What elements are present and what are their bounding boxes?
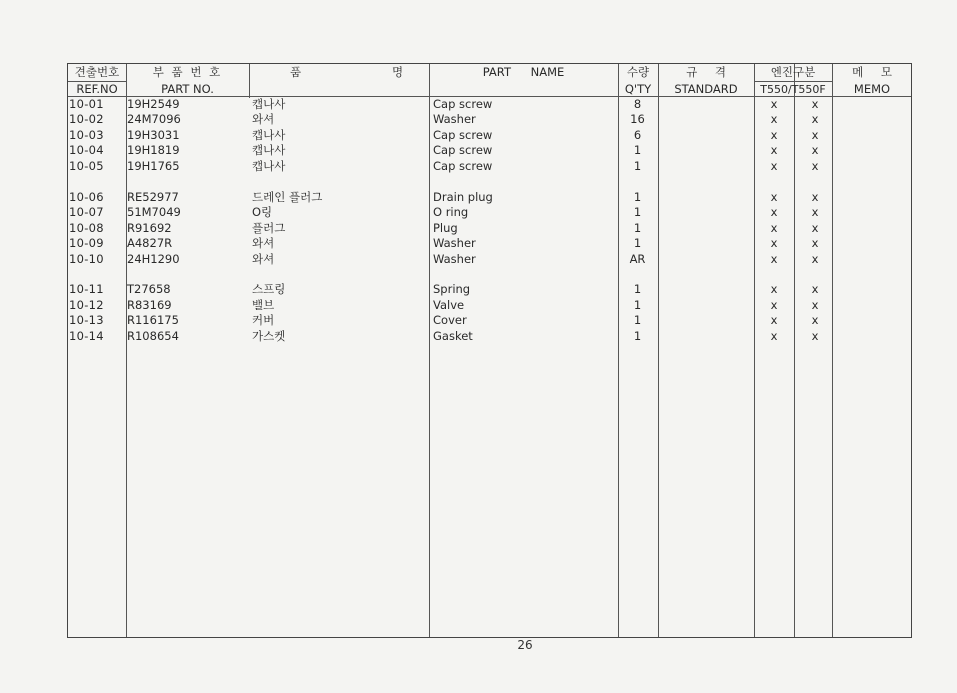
t550-cell: x xyxy=(770,297,778,312)
part-name-cell: O ring xyxy=(433,205,469,220)
parts-table xyxy=(67,63,912,638)
part-name-cell: Valve xyxy=(433,297,465,312)
part-no-cell: R116175 xyxy=(127,313,179,328)
qty-cell: 1 xyxy=(633,220,642,235)
header-korean-name-a: 품 xyxy=(290,65,302,79)
t550f-cell: x xyxy=(811,313,819,328)
korean-name-cell: 가스켓 xyxy=(252,328,286,343)
qty-cell: 1 xyxy=(633,236,642,251)
ref-cell: 10-04 xyxy=(69,143,104,158)
t550-cell: x xyxy=(770,189,778,204)
part-no-cell: R108654 xyxy=(127,328,179,343)
part-name-cell: Washer xyxy=(433,236,476,251)
header-part-name: PART NAME xyxy=(482,65,565,79)
korean-name-cell: 와셔 xyxy=(252,112,275,127)
ref-cell: 10-08 xyxy=(69,220,104,235)
header-qty-english: Q'TY xyxy=(624,82,652,96)
header-partno-english: PART NO. xyxy=(161,82,214,96)
column-divider xyxy=(794,64,795,637)
column-divider xyxy=(249,64,250,98)
korean-name-cell: 캡나사 xyxy=(252,127,286,142)
part-name-cell: Cap screw xyxy=(433,127,493,142)
t550-cell: x xyxy=(770,205,778,220)
t550f-cell: x xyxy=(811,236,819,251)
part-name-cell: Cap screw xyxy=(433,97,493,111)
qty-cell: 1 xyxy=(633,313,642,328)
t550f-cell: x xyxy=(811,297,819,312)
t550-cell: x xyxy=(770,158,778,173)
part-name-cell: Plug xyxy=(433,220,458,235)
qty-cell: 1 xyxy=(633,282,642,297)
column-divider xyxy=(832,64,833,637)
t550f-cell: x xyxy=(811,328,819,343)
part-no-cell: A4827R xyxy=(127,236,173,251)
t550f-cell: x xyxy=(811,112,819,127)
header-ref-english: REF.NO xyxy=(76,82,118,96)
qty-cell: 1 xyxy=(633,143,642,158)
part-name-cell: Spring xyxy=(433,282,471,297)
korean-name-cell: 드레인 플러그 xyxy=(252,189,323,204)
part-name-cell: Cover xyxy=(433,313,467,328)
ref-cell: 10-09 xyxy=(69,236,104,251)
t550-cell: x xyxy=(770,236,778,251)
ref-cell: 10-01 xyxy=(69,97,104,111)
header-engine-models xyxy=(754,83,832,96)
header-qty-korean: 수량 xyxy=(626,65,650,79)
t550f-cell: x xyxy=(811,220,819,235)
korean-name-cell: 캡나사 xyxy=(252,143,286,158)
header-engine-korean: 엔진구분 xyxy=(770,65,816,79)
header-standard-english: STANDARD xyxy=(674,82,738,96)
t550f-cell: x xyxy=(811,205,819,220)
column-divider xyxy=(429,64,430,637)
korean-name-cell: 캡나사 xyxy=(252,158,286,173)
part-no-cell: 19H1765 xyxy=(127,158,180,173)
part-name-cell: Washer xyxy=(433,251,476,266)
header-rule xyxy=(754,81,832,82)
t550-cell: x xyxy=(770,127,778,142)
t550f-cell: x xyxy=(811,189,819,204)
header-engine-a: T550 xyxy=(760,83,788,96)
qty-cell: 8 xyxy=(633,97,642,111)
qty-cell: 6 xyxy=(633,127,642,142)
header-partno-korean: 부 품 번 호 xyxy=(152,65,223,79)
part-no-cell: 19H1819 xyxy=(127,143,180,158)
qty-cell: 1 xyxy=(633,205,642,220)
korean-name-cell: 캡나사 xyxy=(252,97,286,111)
t550-cell: x xyxy=(770,251,778,266)
ref-cell: 10-10 xyxy=(69,251,104,266)
header-engine-b: T550F xyxy=(791,83,826,96)
ref-cell: 10-07 xyxy=(69,205,104,220)
part-no-cell: R83169 xyxy=(127,297,172,312)
korean-name-cell: 와셔 xyxy=(252,251,275,266)
header-korean-name-b: 명 xyxy=(392,65,404,79)
t550f-cell: x xyxy=(811,282,819,297)
qty-cell: 1 xyxy=(633,189,642,204)
qty-cell: 16 xyxy=(630,112,645,127)
column-divider xyxy=(754,64,755,637)
part-name-cell: Cap screw xyxy=(433,158,493,173)
ref-cell: 10-03 xyxy=(69,127,104,142)
part-no-cell: 19H3031 xyxy=(127,127,180,142)
t550-cell: x xyxy=(770,143,778,158)
page-number: 26 xyxy=(517,638,533,652)
header-memo-korean: 메 모 xyxy=(852,65,892,79)
ref-cell: 10-14 xyxy=(69,328,104,343)
column-divider xyxy=(618,64,619,637)
part-name-cell: Washer xyxy=(433,112,476,127)
t550f-cell: x xyxy=(811,97,819,111)
t550-cell: x xyxy=(770,97,778,111)
korean-name-cell: 밸브 xyxy=(252,297,275,312)
t550-cell: x xyxy=(770,313,778,328)
part-no-cell: 19H2549 xyxy=(127,97,180,111)
qty-cell: 1 xyxy=(633,328,642,343)
t550-cell: x xyxy=(770,220,778,235)
header-standard-korean: 규 격 xyxy=(686,65,726,79)
part-name-cell: Cap screw xyxy=(433,143,493,158)
part-name-cell: Gasket xyxy=(433,328,473,343)
ref-cell: 10-12 xyxy=(69,297,104,312)
ref-cell: 10-06 xyxy=(69,189,104,204)
part-no-cell: 24H1290 xyxy=(127,251,180,266)
t550f-cell: x xyxy=(811,127,819,142)
column-divider xyxy=(658,64,659,637)
t550-cell: x xyxy=(770,112,778,127)
qty-cell: 1 xyxy=(633,158,642,173)
t550-cell: x xyxy=(770,328,778,343)
part-no-cell: T27658 xyxy=(127,282,171,297)
korean-name-cell: 플러그 xyxy=(252,220,286,235)
part-no-cell: R91692 xyxy=(127,220,172,235)
qty-cell: AR xyxy=(629,251,646,266)
qty-cell: 1 xyxy=(633,297,642,312)
part-name-cell: Drain plug xyxy=(433,189,493,204)
ref-cell: 10-02 xyxy=(69,112,104,127)
ref-cell: 10-13 xyxy=(69,313,104,328)
part-no-cell: 24M7096 xyxy=(127,112,181,127)
part-no-cell: 51M7049 xyxy=(127,205,181,220)
korean-name-cell: 커버 xyxy=(252,313,275,328)
t550-cell: x xyxy=(770,282,778,297)
ref-cell: 10-11 xyxy=(69,282,104,297)
header-ref-korean: 견출번호 xyxy=(74,65,120,79)
korean-name-cell: 와셔 xyxy=(252,236,275,251)
korean-name-cell: 스프링 xyxy=(252,282,286,297)
header-memo-english: MEMO xyxy=(853,82,891,96)
korean-name-cell: O링 xyxy=(252,205,273,220)
t550f-cell: x xyxy=(811,143,819,158)
t550f-cell: x xyxy=(811,158,819,173)
header-engine-sep: / xyxy=(787,83,792,96)
t550f-cell: x xyxy=(811,251,819,266)
ref-cell: 10-05 xyxy=(69,158,104,173)
part-no-cell: RE52977 xyxy=(127,189,179,204)
